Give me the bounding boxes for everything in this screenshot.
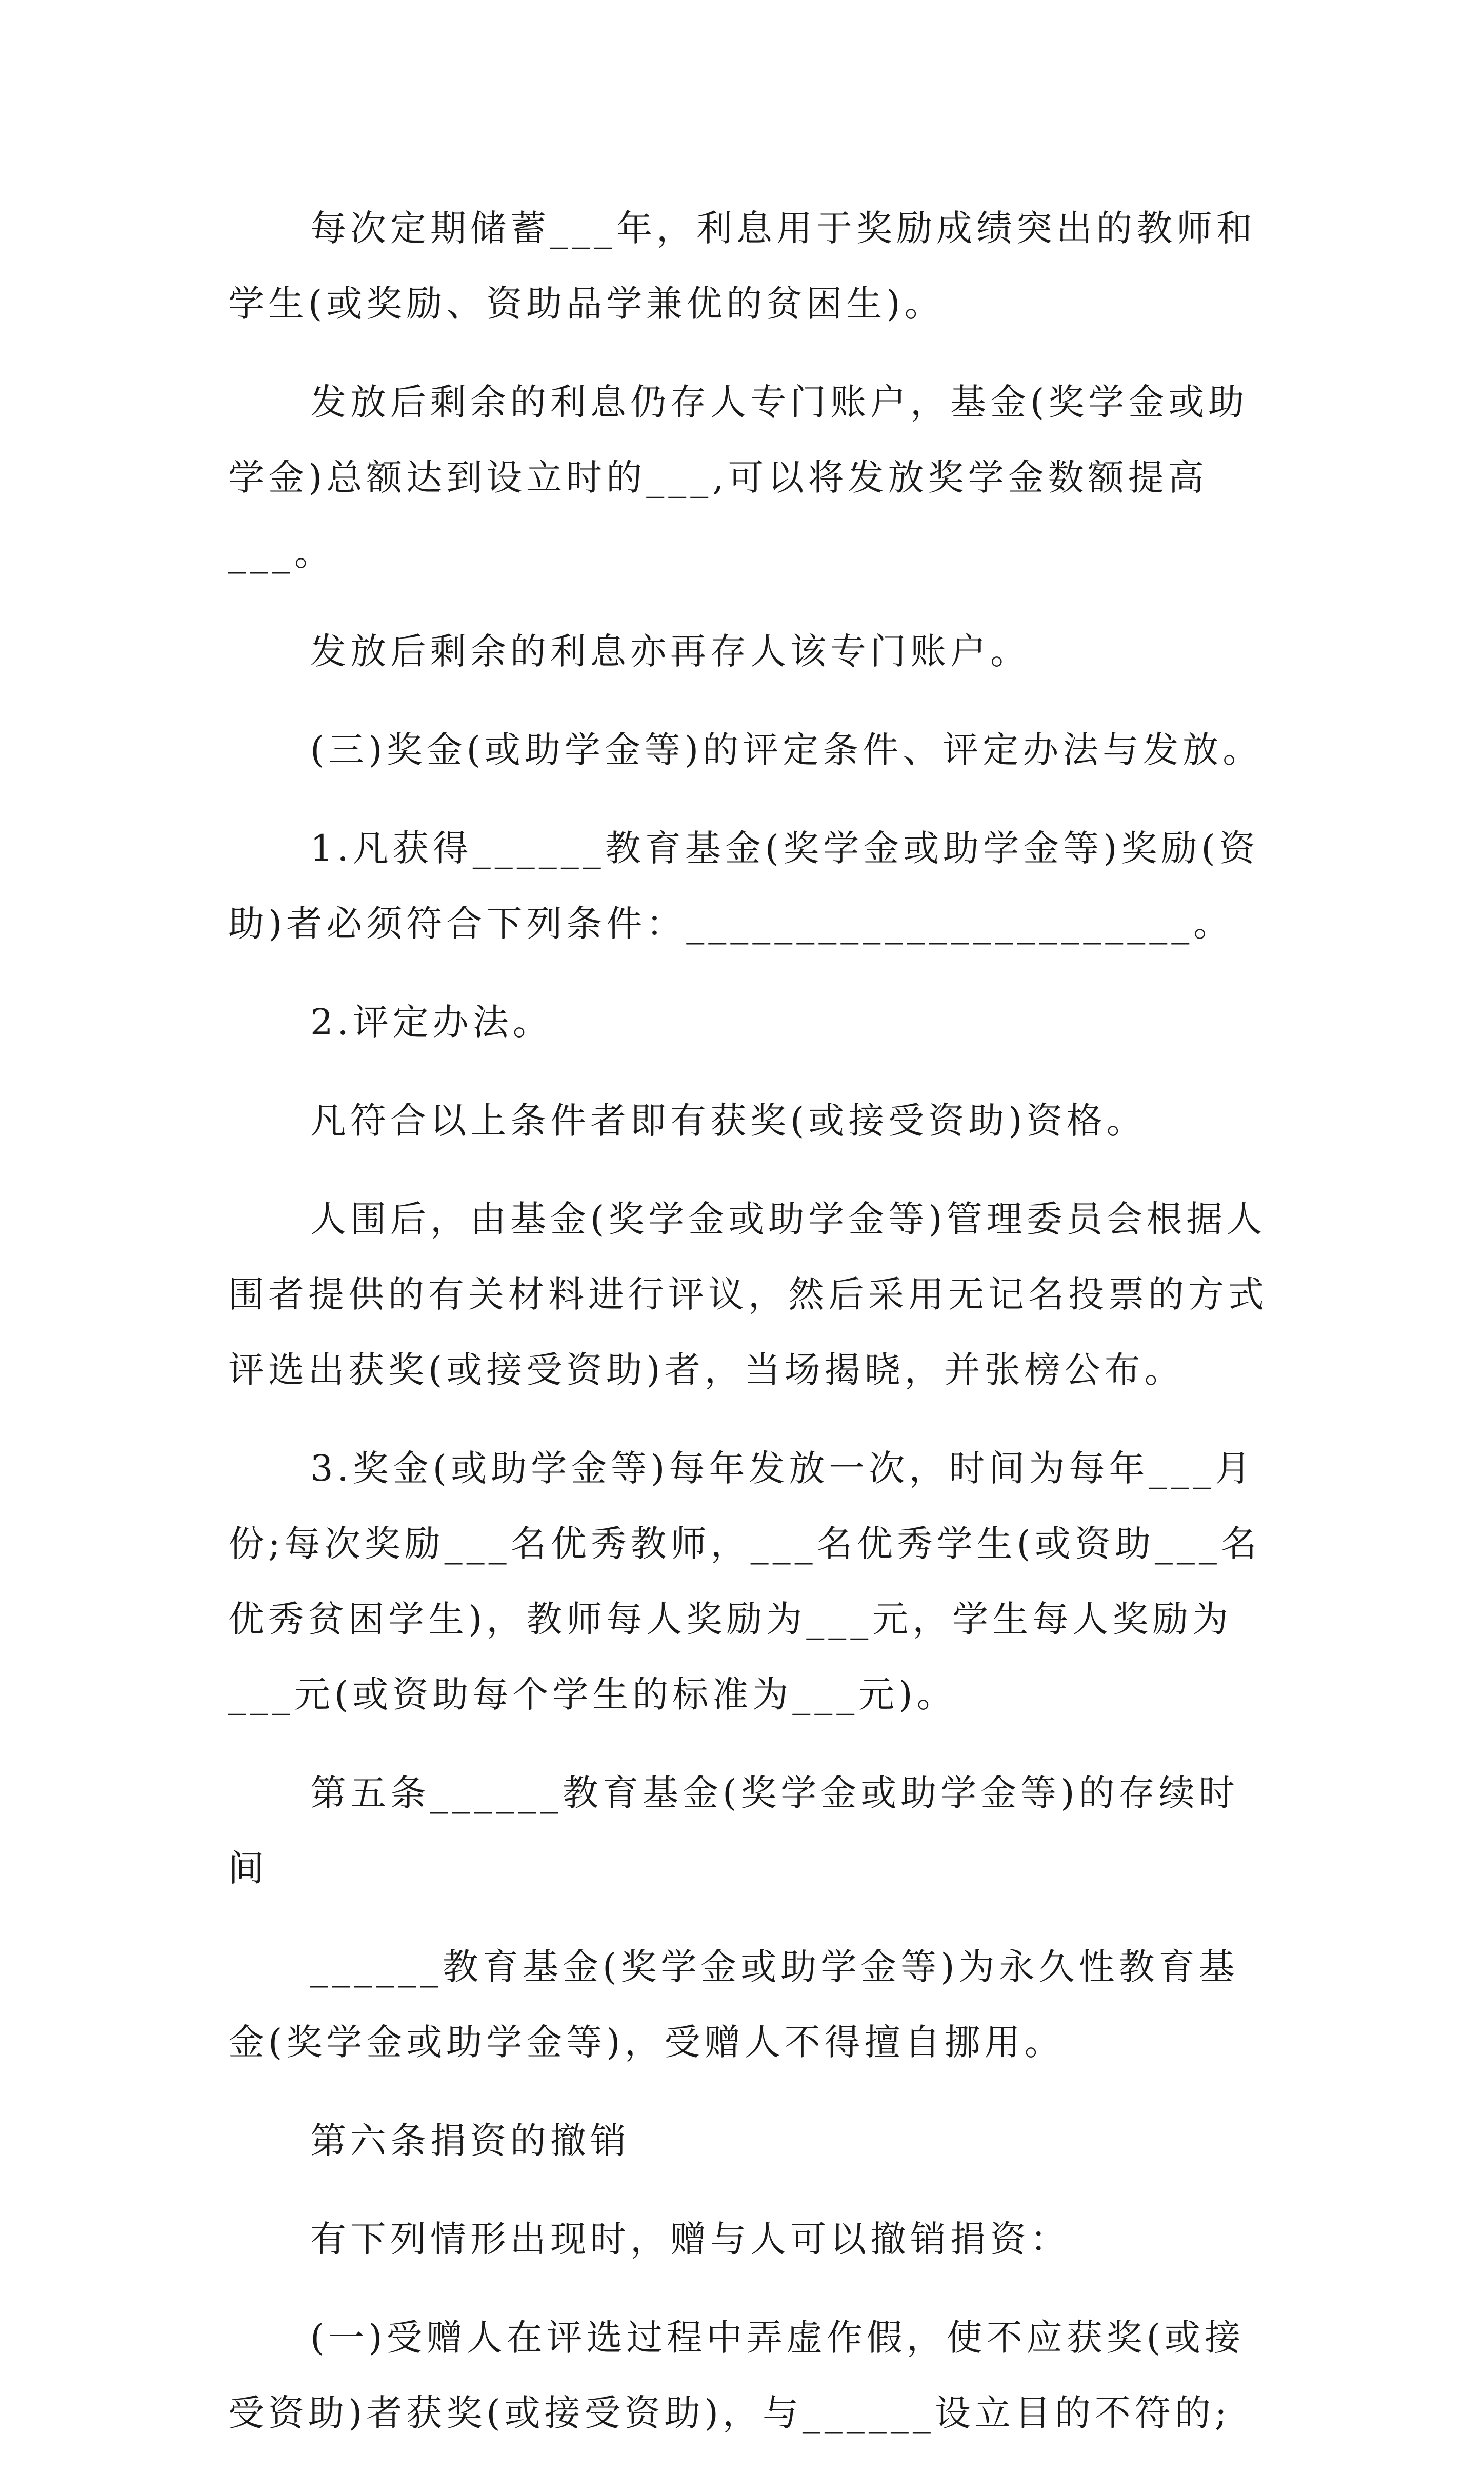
paragraph bbox=[228, 1182, 1274, 1408]
paragraph bbox=[228, 1083, 1274, 1159]
paragraph bbox=[228, 985, 1274, 1060]
paragraph bbox=[228, 2103, 1274, 2179]
paragraph-text: 人围后，由基金(奖学金或助学金等)管理委员会根据人围者提供的有关材料进行评议，然后采用无记名投票的方式评选出获奖(或接受资助)者，当场揭晓，并张榜公布。 bbox=[228, 1198, 1268, 1391]
paragraph-text: 发放后剩余的利息仍存人专门账户，基金(奖学金或助学金)总额达到设立时的___,可以将发放奖学金数额提高___。 bbox=[228, 381, 1249, 574]
paragraph bbox=[228, 1431, 1274, 1732]
paragraph-text: 第六条捐资的撤销 bbox=[310, 2120, 630, 2162]
paragraph-text: (三)奖金(或助学金等)的评定条件、评定办法与发放。 bbox=[310, 729, 1263, 771]
paragraph-text: 1.凡获得______教育基金(奖学金或助学金等)奖励(资助)者必须符合下列条件：_______________________。 bbox=[228, 827, 1259, 945]
paragraph bbox=[228, 2202, 1274, 2277]
paragraph bbox=[228, 1929, 1274, 2080]
paragraph-text: 3.奖金(或助学金等)每年发放一次，时间为每年___月份;每次奖励___名优秀教师，___名优秀学生(或资助___名优秀贫困学生)，教师每人奖励为___元，学生每人奖励为___元(或资助每个学生的标准为___元)。 bbox=[228, 1447, 1261, 1715]
paragraph-text: 凡符合以上条件者即有获奖(或接受资助)资格。 bbox=[310, 1100, 1147, 1142]
document-body bbox=[228, 191, 1274, 2474]
paragraph bbox=[228, 191, 1274, 342]
paragraph-text: 第五条______教育基金(奖学金或助学金等)的存续时间 bbox=[228, 1772, 1239, 1889]
paragraph bbox=[228, 1755, 1274, 1906]
paragraph-text: 发放后剩余的利息亦再存人该专门账户。 bbox=[310, 630, 1030, 672]
paragraph-text: 每次定期储蓄___年，利息用于奖励成绩突出的教师和学生(或奖励、资助品学兼优的贫困生)。 bbox=[228, 207, 1256, 325]
paragraph bbox=[228, 712, 1274, 788]
paragraph-text: (一)受赠人在评选过程中弄虚作假，使不应获奖(或接受资助)者获奖(或接受资助)，与______设立目的不符的; bbox=[228, 2317, 1245, 2434]
paragraph-text: 有下列情形出现时，赠与人可以撤销捐资： bbox=[310, 2218, 1070, 2260]
paragraph bbox=[228, 614, 1274, 689]
paragraph bbox=[228, 811, 1274, 962]
paragraph bbox=[228, 365, 1274, 591]
paragraph-text: 2.评定办法。 bbox=[310, 1001, 553, 1043]
paragraph bbox=[228, 2300, 1274, 2451]
paragraph-text: ______教育基金(奖学金或助学金等)为永久性教育基金(奖学金或助学金等)，受赠人不得擅自挪用。 bbox=[228, 1946, 1239, 2063]
